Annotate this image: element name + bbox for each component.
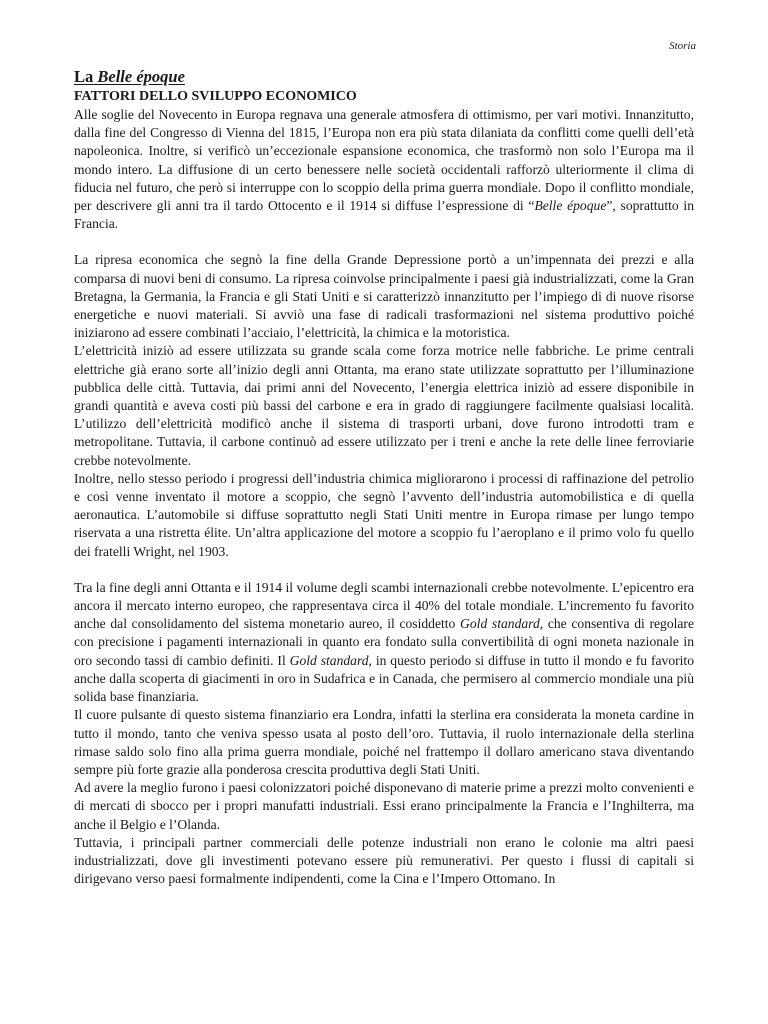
- paragraph-chimica: Inoltre, nello stesso periodo i progressi dell’industria chimica migliorarono i processi di raffinazione del petrolio e così venne inventato il motore a scoppio, che segnò l’avvento dell’industria automobilistica e di quella aeronautica. L’automobile si diffuse soprattutto negli Stati Uniti mentre in Europa rimase per lungo tempo riservata a una ristretta élite. Un’altra applicazione del motore a scoppio fu l’aeroplano e il primo volo fu quello dei fratelli Wright, nel 1903.: [74, 470, 694, 559]
- paragraph-gap: [74, 561, 694, 579]
- paragraph-text: che consentiva di regolare con precisione i pagamenti internazionali in quanto era fondato sulla convertibilità di ogni moneta nazionale in oro secondo tassi di cambio definiti. Il: [74, 616, 694, 668]
- paragraph-text: Alle soglie del Novecento in Europa regnava una generale atmosfera di ottimismo, per vari motivi. Innanzitutto, dalla fine del Congresso di Vienna del 1815, l’Europa non era più stata dilaniata da conflitti come quelli dell’età napoleonica. Inoltre, si verificò un’eccezionale espansione economica, che trasformò non solo l’Europa ma il mondo intero. La diffusione di un certo benessere nelle società occidentali rafforzò ulteriormente il clima di fiducia nel futuro, che però si interruppe con lo scoppio della prima guerra mondiale. Dopo il conflitto mondiale, per descrivere gli anni tra il tardo Ottocento e il 1914 si diffuse l’espressione di “: [74, 107, 694, 214]
- italic-term: Gold standard,: [289, 652, 372, 668]
- italic-term: Gold standard,: [460, 616, 544, 632]
- paragraph-ripresa: La ripresa economica che segnò la fine della Grande Depressione portò a un’impennata dei prezzi e alla comparsa di nuovi beni di consumo. La ripresa coinvolse principalmente i paesi già industrializzati, come la Gran Bretagna, la Germania, la Francia e gli Stati Uniti e si caratterizzò innanzitutto per l’impiego di di nuove risorse energetiche e nuovi materiali. Si avviò una fase di radicali trasformazioni nel sistema produttivo poiché iniziarono ad essere combinati l’acciaio, l’elettricità, la chimica e la motoristica.: [74, 252, 694, 341]
- italic-term: Belle époque: [534, 198, 607, 214]
- paragraph-text: Tra la fine degli anni Ottanta e il 1914 il volume degli scambi internazionali crebbe notevolmente. L’epicentro era ancora il mercato interno europeo, che rappresentava circa il 40% del totale mondiale. L’incremento fu favorito anche dal consolidamento del sistema monetario aureo, il cosiddetto: [74, 579, 694, 632]
- page-title: [74, 66, 694, 88]
- section-heading: FATTORI DELLO SVILUPPO ECONOMICO: [74, 89, 357, 104]
- paragraph-intro: [74, 106, 694, 233]
- paragraph-londra: Il cuore pulsante di questo sistema finanziario era Londra, infatti la sterlina era considerata la moneta cardine in tutto il mondo, tanto che veniva spesso usata al posto dell’oro. Tuttavia, il ruolo internazionale della sterlina rimase saldo solo fino alla prima guerra mondiale, poiché nel frattempo il dollaro americano stava diventando sempre più forte grazie alla ponderosa crescita produttiva degli Stati Uniti.: [74, 707, 694, 777]
- paragraph-gap: [74, 233, 694, 251]
- paragraph-partner: Tuttavia, i principali partner commerciali delle potenze industriali non erano le colonie ma altri paesi industrializzati, dove gli investimenti potevano essere più remunerativi. Per questo i flussi di capitali si dirigevano verso paesi formalmente indipendenti, come la Cina e l’Impero Ottomano. In: [74, 834, 694, 887]
- paragraph-text: ”, soprattutto in Francia.: [74, 198, 694, 232]
- title-article: La: [74, 67, 94, 86]
- paragraph-scambi: [74, 579, 694, 706]
- paragraph-text: in questo periodo si diffuse in tutto il mondo e fu favorito anche dalla scoperta di giacimenti in oro in Sudafrica e in Canada, che permisero al commercio mondiale una più solida base finanziaria.: [74, 652, 695, 705]
- title-main: Belle époque: [97, 67, 185, 86]
- paragraph-elettricita: L’elettricità iniziò ad essere utilizzata su grande scala come forza motrice nelle fabbriche. Le prime centrali elettriche già erano sorte all’inizio degli anni Ottanta, ma erano state utilizzate soprattutto per l’illuminazione pubblica delle città. Tuttavia, dai primi anni del Novecento, l’energia elettrica iniziò ad essere disponibile in grandi quantità e aveva costi più bassi del carbone e era in grado di raggiungere facilmente qualsiasi località. L’utilizzo dell’elettricità modificò anche il sistema di trasporti urbani, dove furono introdotti tram e metropolitane. Tuttavia, il carbone continuò ad essere utilizzato per i treni e anche la rete delle linee ferroviarie crebbe notevolmente.: [74, 343, 694, 468]
- paragraph-colonizzatori: Ad avere la meglio furono i paesi colonizzatori poiché disponevano di materie prime a prezzi molto convenienti e di mercati di sbocco per i propri manufatti industriali. Essi erano principalmente la Francia e l’Inghilterra, ma anche il Belgio e l’Olanda.: [74, 780, 694, 832]
- document-body: [74, 66, 694, 888]
- running-header: Storia: [669, 40, 696, 52]
